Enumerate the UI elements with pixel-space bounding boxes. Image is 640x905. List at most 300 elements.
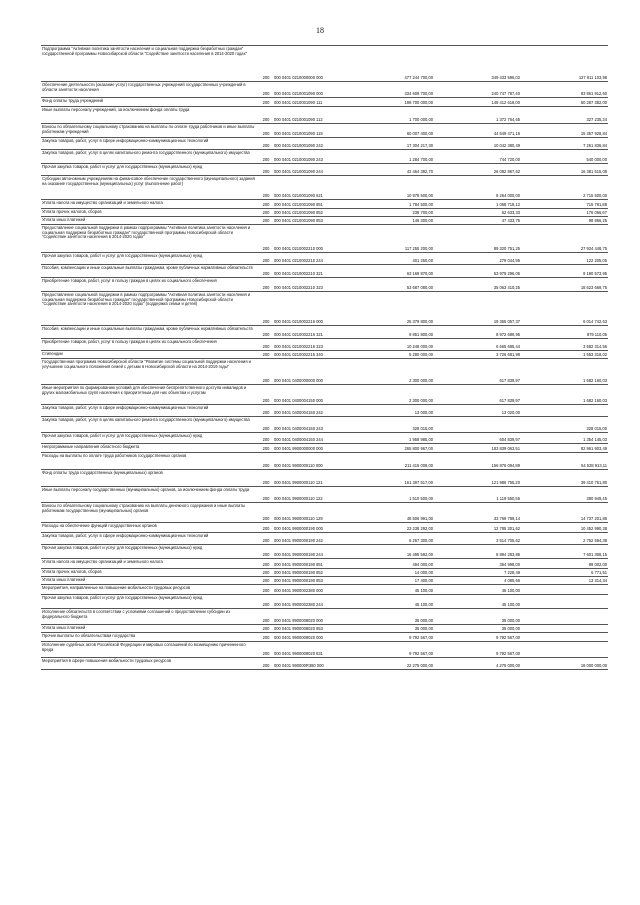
line-code-cell: 200 bbox=[259, 98, 273, 107]
budget-classification-cell: 000 0401 9900008020 853 bbox=[273, 625, 339, 633]
table-row bbox=[41, 351, 608, 359]
line-code-cell: 200 bbox=[259, 453, 273, 470]
line-code-cell: 200 bbox=[259, 533, 273, 545]
table-row bbox=[41, 533, 608, 545]
spacer-cell bbox=[339, 98, 347, 107]
budget-classification-cell: 000 0401 9900000110 122 bbox=[273, 487, 339, 503]
unexecuted-amount-cell: 16 381 515,08 bbox=[521, 164, 608, 176]
approved-amount-cell: 53 687 080,00 bbox=[347, 278, 434, 292]
spacer-cell bbox=[339, 433, 347, 444]
table-row bbox=[41, 595, 608, 609]
expense-name-cell: Прочая закупка товаров, работ и услуг для государственных (муниципальных) нужд bbox=[41, 433, 259, 444]
approved-amount-cell: 211 415 008,00 bbox=[347, 453, 434, 470]
line-code-cell: 200 bbox=[259, 82, 273, 98]
line-code-cell: 200 bbox=[259, 200, 273, 209]
expense-name-cell: Подпрограмма "Активная политика занятости населения и социальная поддержка безработных граждан" государственной программы Новосибирской области "Содействие занятости населения в 2014-2020 годах" bbox=[41, 46, 259, 82]
approved-amount-cell: 334 609 700,00 bbox=[347, 82, 434, 98]
unexecuted-amount-cell bbox=[521, 595, 608, 609]
spacer-cell bbox=[339, 545, 347, 559]
expense-name-cell: Расходы на выплаты по оплате труда работников государственных органов bbox=[41, 453, 259, 470]
expense-name-cell: Предоставление социальной поддержки в рамках подпрограммы "Активная политика занятости населения и социальная поддержка безработных граждан" государственной программы Новосибирской области "Содействие занятости населения в 2014-2020 годах" (поддержка семьи и детей) bbox=[41, 292, 259, 326]
executed-amount-cell: 121 986 755,20 bbox=[434, 470, 521, 487]
spacer-cell bbox=[339, 339, 347, 351]
approved-amount-cell: 401 250,00 bbox=[347, 253, 434, 265]
approved-amount-cell: 1 958 985,00 bbox=[347, 433, 434, 444]
expense-name-cell: Пособия, компенсации и иные социальные выплаты гражданам, кроме публичных нормативных обязательств bbox=[41, 326, 259, 339]
line-code-cell: 200 bbox=[259, 559, 273, 569]
unexecuted-amount-cell bbox=[521, 609, 608, 625]
approved-amount-cell: 35 000,00 bbox=[347, 609, 434, 625]
unexecuted-amount-cell: 82 961 903,49 bbox=[521, 444, 608, 453]
executed-amount-cell: 62 633,33 bbox=[434, 209, 521, 217]
executed-amount-cell: 6 665 685,44 bbox=[434, 339, 521, 351]
budget-classification-cell: 000 0401 9900008020 831 bbox=[273, 642, 339, 658]
line-code-cell: 200 bbox=[259, 405, 273, 417]
unexecuted-amount-cell: 7 601 308,15 bbox=[521, 545, 608, 559]
line-code-cell: 200 bbox=[259, 278, 273, 292]
line-code-cell: 200 bbox=[259, 470, 273, 487]
approved-amount-cell: 2 300 000,00 bbox=[347, 385, 434, 405]
spacer-cell bbox=[339, 292, 347, 326]
expense-name-cell: Закупка товаров, работ, услуг в сфере информационно-коммуникационных технологий bbox=[41, 405, 259, 417]
unexecuted-amount-cell: 18 623 669,75 bbox=[521, 278, 608, 292]
line-code-cell: 200 bbox=[259, 138, 273, 150]
unexecuted-amount-cell: 98 866,25 bbox=[521, 217, 608, 225]
executed-amount-cell: 4 275 000,00 bbox=[434, 658, 521, 670]
spacer-cell bbox=[339, 658, 347, 670]
line-code-cell: 200 bbox=[259, 523, 273, 533]
line-code-cell: 200 bbox=[259, 595, 273, 609]
table-row bbox=[41, 176, 608, 200]
line-code-cell: 200 bbox=[259, 609, 273, 625]
table-row bbox=[41, 609, 608, 625]
unexecuted-amount-cell: 2 752 594,38 bbox=[521, 533, 608, 545]
spacer-cell bbox=[339, 124, 347, 138]
unexecuted-amount-cell: 2 715 500,00 bbox=[521, 176, 608, 200]
executed-amount-cell: 9 792 567,00 bbox=[434, 642, 521, 658]
budget-classification-cell: 000 0401 0210001090 000 bbox=[273, 82, 339, 98]
expense-name-cell: Обеспечение деятельности (оказание услуг) государственных учреждений государственных учреждений в области занятости населения bbox=[41, 82, 259, 98]
expense-name-cell: Закупка товаров, работ, услуг в целях капитального ремонта государственного (муниципального) имущества bbox=[41, 417, 259, 433]
spacer-cell bbox=[339, 209, 347, 217]
budget-classification-cell: 000 0401 9900000190 242 bbox=[273, 533, 339, 545]
line-code-cell: 200 bbox=[259, 150, 273, 164]
line-code-cell: 200 bbox=[259, 225, 273, 253]
executed-amount-cell: 53 979 296,05 bbox=[434, 265, 521, 278]
line-code-cell: 200 bbox=[259, 658, 273, 670]
executed-amount-cell: 279 044,95 bbox=[434, 253, 521, 265]
spacer-cell bbox=[339, 625, 347, 633]
approved-amount-cell: 13 000,00 bbox=[347, 405, 434, 417]
budget-classification-cell: 000 0401 0210002210 321 bbox=[273, 265, 339, 278]
table-row bbox=[41, 470, 608, 487]
table-row bbox=[41, 107, 608, 124]
page-number: 18 bbox=[316, 26, 324, 35]
budget-classification-cell: 000 0401 0210002210 323 bbox=[273, 278, 339, 292]
budget-classification-cell: 000 0401 0400004150 242 bbox=[273, 405, 339, 417]
budget-classification-cell: 000 0401 0210001090 852 bbox=[273, 209, 339, 217]
executed-amount-cell: 604 839,97 bbox=[434, 433, 521, 444]
approved-amount-cell: 2 300 000,00 bbox=[347, 359, 434, 385]
approved-amount-cell: 48 506 991,00 bbox=[347, 503, 434, 523]
table-row bbox=[41, 545, 608, 559]
line-code-cell: 200 bbox=[259, 642, 273, 658]
table-row bbox=[41, 523, 608, 533]
executed-amount-cell: 19 365 057,37 bbox=[434, 292, 521, 326]
approved-amount-cell: 9 792 567,00 bbox=[347, 633, 434, 642]
expense-name-cell: Субсидии автономным учреждениям на финансовое обеспечение государственного (муниципального) задания на оказание государственных (муниципальных) услуг (выполнение работ) bbox=[41, 176, 259, 200]
expense-name-cell: Исполнение судебных актов Российской Федерации и мировых соглашений по возмещению причиненного вреда bbox=[41, 642, 259, 658]
budget-classification-cell: 000 0401 0210002210 244 bbox=[273, 253, 339, 265]
table-row bbox=[41, 339, 608, 351]
unexecuted-amount-cell: 879 110,05 bbox=[521, 326, 608, 339]
unexecuted-amount-cell: 50 287 382,00 bbox=[521, 98, 608, 107]
expense-name-cell: Непрограммные направления областного бюджета bbox=[41, 444, 259, 453]
executed-amount-cell: 89 320 751,25 bbox=[434, 225, 521, 253]
table-row bbox=[41, 46, 608, 82]
line-code-cell: 200 bbox=[259, 487, 273, 503]
unexecuted-amount-cell: 14 737 201,86 bbox=[521, 503, 608, 523]
spacer-cell bbox=[339, 351, 347, 359]
approved-amount-cell: 477 244 700,00 bbox=[347, 46, 434, 82]
approved-amount-cell: 23 238 292,00 bbox=[347, 523, 434, 533]
budget-classification-cell: 000 0401 0210000000 000 bbox=[273, 46, 339, 82]
unexecuted-amount-cell: 122 205,05 bbox=[521, 253, 608, 265]
line-code-cell: 200 bbox=[259, 625, 273, 633]
spacer-cell bbox=[339, 200, 347, 209]
expense-name-cell: Приобретение товаров, работ, услуг в пользу граждан в целях их социального обеспечения bbox=[41, 278, 259, 292]
table-row bbox=[41, 265, 608, 278]
table-row bbox=[41, 150, 608, 164]
expense-name-cell: Взносы по обязательному социальному страхованию на выплаты по оплате труда работников и иные выплаты работникам учреждений bbox=[41, 124, 259, 138]
executed-amount-cell: 8 264 000,00 bbox=[434, 176, 521, 200]
approved-amount-cell: 6 267 300,00 bbox=[347, 533, 434, 545]
table-row bbox=[41, 487, 608, 503]
unexecuted-amount-cell: 27 934 448,75 bbox=[521, 225, 608, 253]
expense-name-cell: Закупка товаров, работ, услуг в сфере информационно-коммуникационных технологий bbox=[41, 138, 259, 150]
spacer-cell bbox=[339, 278, 347, 292]
spacer-cell bbox=[339, 609, 347, 625]
unexecuted-amount-cell: 328 015,00 bbox=[521, 417, 608, 433]
expense-name-cell: Уплата налога на имущество организаций и земельного налога bbox=[41, 559, 259, 569]
budget-classification-cell: 000 0401 0210001090 853 bbox=[273, 217, 339, 225]
approved-amount-cell: 146 300,00 bbox=[347, 217, 434, 225]
budget-classification-cell: 000 0401 0210001090 243 bbox=[273, 150, 339, 164]
approved-amount-cell: 10 248 000,00 bbox=[347, 339, 434, 351]
approved-amount-cell: 22 275 000,00 bbox=[347, 658, 434, 670]
expense-name-cell: Государственная программа Новосибирской области "Развитие системы социальной поддержки населения и улучшение социального положения семей с детьми в Новосибирской области на 2014-2019 годы" bbox=[41, 359, 259, 385]
approved-amount-cell: 9 792 567,00 bbox=[347, 642, 434, 658]
spacer-cell bbox=[339, 569, 347, 577]
table-row bbox=[41, 326, 608, 339]
expense-name-cell: Закупка товаров, работ, услуг в целях капитального ремонта государственного (муниципального) имущества bbox=[41, 150, 259, 164]
expense-name-cell: Предоставление социальной поддержки в рамках подпрограммы "Активная политика занятости населения и социальная поддержка безработных граждан" государственной программы Новосибирской области "Содействие занятости населения в 2014-2020 годах" bbox=[41, 225, 259, 253]
approved-amount-cell: 60 007 400,00 bbox=[347, 124, 434, 138]
executed-amount-cell: 744 720,00 bbox=[434, 150, 521, 164]
unexecuted-amount-cell: 18 000 000,00 bbox=[521, 658, 608, 670]
spacer-cell bbox=[339, 265, 347, 278]
approved-amount-cell: 10 978 500,00 bbox=[347, 176, 434, 200]
line-code-cell: 200 bbox=[259, 577, 273, 585]
executed-amount-cell: 45 100,00 bbox=[434, 595, 521, 609]
budget-classification-cell: 000 0401 0210001090 242 bbox=[273, 138, 339, 150]
executed-amount-cell: 4 085,66 bbox=[434, 577, 521, 585]
budget-classification-cell: 000 0401 0210001090 621 bbox=[273, 176, 339, 200]
spacer-cell bbox=[339, 405, 347, 417]
budget-classification-cell: 000 0401 9900000110 129 bbox=[273, 503, 339, 523]
table-row bbox=[41, 164, 608, 176]
table-row bbox=[41, 585, 608, 595]
expense-name-cell: Приобретение товаров, работ, услуг в пользу граждан в целях их социального обеспечения bbox=[41, 339, 259, 351]
budget-classification-cell: 000 0401 0210001090 112 bbox=[273, 107, 339, 124]
budget-classification-cell: 000 0401 9900008020 000 bbox=[273, 633, 339, 642]
spacer-cell bbox=[339, 46, 347, 82]
table-row bbox=[41, 559, 608, 569]
spacer-cell bbox=[339, 503, 347, 523]
expense-name-cell: Мероприятия в сфере повышения мобильности трудовых ресурсов bbox=[41, 658, 259, 670]
line-code-cell: 200 bbox=[259, 164, 273, 176]
expense-name-cell: Иные мероприятия по формированию условий для обеспечения беспрепятственного доступа инвалидов и других маломобильных групп населения к приоритетным для них объектам и услугам bbox=[41, 385, 259, 405]
approved-amount-cell: 9 851 800,00 bbox=[347, 326, 434, 339]
table-row bbox=[41, 642, 608, 658]
executed-amount-cell: 8 894 283,85 bbox=[434, 545, 521, 559]
table-row bbox=[41, 209, 608, 217]
table-row bbox=[41, 359, 608, 385]
executed-amount-cell: 3 514 705,62 bbox=[434, 533, 521, 545]
budget-classification-cell: 000 0401 9900000190 244 bbox=[273, 545, 339, 559]
executed-amount-cell: 1 068 718,12 bbox=[434, 200, 521, 209]
budget-classification-cell: 000 0401 0400004150 244 bbox=[273, 433, 339, 444]
expense-name-cell: Прочая закупка товаров, работ и услуг для государственных (муниципальных) нужд bbox=[41, 595, 259, 609]
line-code-cell: 200 bbox=[259, 444, 273, 453]
executed-amount-cell: 9 792 567,00 bbox=[434, 633, 521, 642]
executed-amount-cell bbox=[434, 417, 521, 433]
unexecuted-amount-cell bbox=[521, 642, 608, 658]
table-row bbox=[41, 200, 608, 209]
executed-amount-cell: 45 100,00 bbox=[434, 585, 521, 595]
table-row bbox=[41, 503, 608, 523]
expense-name-cell: Стипендии bbox=[41, 351, 259, 359]
table-row bbox=[41, 225, 608, 253]
spacer-cell bbox=[339, 453, 347, 470]
spacer-cell bbox=[339, 585, 347, 595]
approved-amount-cell: 25 379 800,00 bbox=[347, 292, 434, 326]
approved-amount-cell: 35 000,00 bbox=[347, 625, 434, 633]
table-row bbox=[41, 292, 608, 326]
unexecuted-amount-cell: 6 014 742,63 bbox=[521, 292, 608, 326]
unexecuted-amount-cell: 93 861 912,60 bbox=[521, 82, 608, 98]
approved-amount-cell: 494 000,00 bbox=[347, 559, 434, 569]
budget-classification-cell: 000 0401 0400004150 000 bbox=[273, 385, 339, 405]
executed-amount-cell: 13 020,00 bbox=[434, 405, 521, 417]
budget-classification-cell: 000 0401 0210001090 111 bbox=[273, 98, 339, 107]
spacer-cell bbox=[339, 82, 347, 98]
expense-name-cell: Уплата прочих налогов, сборов bbox=[41, 569, 259, 577]
executed-amount-cell: 35 063 410,25 bbox=[434, 278, 521, 292]
unexecuted-amount-cell: 15 357 928,84 bbox=[521, 124, 608, 138]
budget-classification-cell: 000 0401 0210001090 244 bbox=[273, 164, 339, 176]
spacer-cell bbox=[339, 176, 347, 200]
expense-name-cell: Прочие выплаты по обязательствам государства bbox=[41, 633, 259, 642]
unexecuted-amount-cell: 540 000,00 bbox=[521, 150, 608, 164]
expense-name-cell: Иные выплаты персоналу государственных (муниципальных) органов, за исключением фонда оплаты труда bbox=[41, 487, 259, 503]
budget-classification-cell: 000 0401 0210002216 000 bbox=[273, 292, 339, 326]
approved-amount-cell: 14 000,00 bbox=[347, 569, 434, 577]
approved-amount-cell: 17 400,00 bbox=[347, 577, 434, 585]
line-code-cell: 200 bbox=[259, 359, 273, 385]
line-code-cell: 200 bbox=[259, 292, 273, 326]
approved-amount-cell: 198 700 000,00 bbox=[347, 98, 434, 107]
executed-amount-cell: 7 228,49 bbox=[434, 569, 521, 577]
unexecuted-amount-cell: 1 682 160,03 bbox=[521, 359, 608, 385]
approved-amount-cell: 265 800 967,00 bbox=[347, 444, 434, 453]
expense-name-cell: Уплата иных платежей bbox=[41, 577, 259, 585]
line-code-cell: 200 bbox=[259, 326, 273, 339]
executed-amount-cell: 1 372 764,65 bbox=[434, 107, 521, 124]
spacer-cell bbox=[339, 326, 347, 339]
spacer-cell bbox=[339, 225, 347, 253]
table-row bbox=[41, 633, 608, 642]
budget-classification-cell: 000 0401 9900000190 852 bbox=[273, 569, 339, 577]
table-row bbox=[41, 658, 608, 670]
spacer-cell bbox=[339, 444, 347, 453]
approved-amount-cell: 161 397 517,00 bbox=[347, 470, 434, 487]
approved-amount-cell: 45 100,00 bbox=[347, 585, 434, 595]
table-row bbox=[41, 124, 608, 138]
executed-amount-cell: 183 839 063,51 bbox=[434, 444, 521, 453]
table-row bbox=[41, 138, 608, 150]
expense-name-cell: Фонд оплаты труда государственных (муниципальных) органов bbox=[41, 470, 259, 487]
unexecuted-amount-cell: 176 066,67 bbox=[521, 209, 608, 217]
approved-amount-cell: 16 495 592,00 bbox=[347, 545, 434, 559]
spacer-cell bbox=[339, 217, 347, 225]
expense-name-cell: Прочая закупка товаров, работ и услуг для государственных (муниципальных) нужд bbox=[41, 545, 259, 559]
spacer-cell bbox=[339, 107, 347, 124]
executed-amount-cell: 148 412 618,00 bbox=[434, 98, 521, 107]
spacer-cell bbox=[339, 150, 347, 164]
line-code-cell: 200 bbox=[259, 417, 273, 433]
unexecuted-amount-cell: 390 949,45 bbox=[521, 487, 608, 503]
budget-classification-cell: 000 0401 9900002380 000 bbox=[273, 585, 339, 595]
expense-name-cell: Уплата иных платежей bbox=[41, 217, 259, 225]
expense-name-cell: Пособия, компенсации и иные социальные выплаты гражданам, кроме публичных нормативных обязательств bbox=[41, 265, 259, 278]
budget-classification-cell: 000 0401 9900000190 000 bbox=[273, 523, 339, 533]
unexecuted-amount-cell: 1 682 160,03 bbox=[521, 385, 608, 405]
table-row bbox=[41, 453, 608, 470]
executed-amount-cell: 1 119 550,55 bbox=[434, 487, 521, 503]
executed-amount-cell: 349 433 596,02 bbox=[434, 46, 521, 82]
approved-amount-cell: 1 784 500,00 bbox=[347, 200, 434, 209]
table-row bbox=[41, 444, 608, 453]
executed-amount-cell: 26 082 867,62 bbox=[434, 164, 521, 176]
unexecuted-amount-cell: 3 582 314,56 bbox=[521, 339, 608, 351]
budget-classification-cell: 000 0401 9900002380 244 bbox=[273, 595, 339, 609]
spacer-cell bbox=[339, 470, 347, 487]
line-code-cell: 200 bbox=[259, 569, 273, 577]
table-row bbox=[41, 82, 608, 98]
expense-name-cell: Уплата иных платежей bbox=[41, 625, 259, 633]
budget-classification-cell: 000 0401 0400000000 000 bbox=[273, 359, 339, 385]
spacer-cell bbox=[339, 523, 347, 533]
budget-classification-cell: 000 0401 9900000110 121 bbox=[273, 470, 339, 487]
line-code-cell: 200 bbox=[259, 503, 273, 523]
expense-name-cell: Фонд оплаты труда учреждений bbox=[41, 98, 259, 107]
unexecuted-amount-cell: 127 811 103,98 bbox=[521, 46, 608, 82]
spacer-cell bbox=[339, 559, 347, 569]
expense-name-cell: Уплата налога на имущество организаций и земельного налога bbox=[41, 200, 259, 209]
spacer-cell bbox=[339, 253, 347, 265]
table-row bbox=[41, 417, 608, 433]
approved-amount-cell: 1 700 000,00 bbox=[347, 107, 434, 124]
budget-classification-cell: 000 0401 9900000110 000 bbox=[273, 453, 339, 470]
spacer-cell bbox=[339, 633, 347, 642]
expense-name-cell: Расходы на обеспечение функций государственных органов bbox=[41, 523, 259, 533]
unexecuted-amount-cell: 1 553 318,02 bbox=[521, 351, 608, 359]
spacer-cell bbox=[339, 359, 347, 385]
spacer-cell bbox=[339, 487, 347, 503]
table-row bbox=[41, 253, 608, 265]
budget-classification-cell: 000 0401 9900000000 000 bbox=[273, 444, 339, 453]
budget-classification-cell: 000 0401 0210001090 851 bbox=[273, 200, 339, 209]
unexecuted-amount-cell: 13 314,34 bbox=[521, 577, 608, 585]
executed-amount-cell: 10 042 380,49 bbox=[434, 138, 521, 150]
approved-amount-cell: 42 464 382,70 bbox=[347, 164, 434, 176]
spacer-cell bbox=[339, 577, 347, 585]
unexecuted-amount-cell: 7 261 836,84 bbox=[521, 138, 608, 150]
executed-amount-cell: 8 972 689,95 bbox=[434, 326, 521, 339]
approved-amount-cell: 63 169 870,00 bbox=[347, 265, 434, 278]
unexecuted-amount-cell bbox=[521, 633, 608, 642]
line-code-cell: 200 bbox=[259, 253, 273, 265]
executed-amount-cell: 33 769 789,14 bbox=[434, 503, 521, 523]
executed-amount-cell: 35 000,00 bbox=[434, 609, 521, 625]
budget-classification-cell: 000 0401 0210002216 340 bbox=[273, 351, 339, 359]
unexecuted-amount-cell bbox=[521, 625, 608, 633]
unexecuted-amount-cell: 715 781,88 bbox=[521, 200, 608, 209]
line-code-cell: 200 bbox=[259, 633, 273, 642]
line-code-cell: 200 bbox=[259, 124, 273, 138]
executed-amount-cell: 617 839,97 bbox=[434, 385, 521, 405]
expense-name-cell: Взносы по обязательному социальному страхованию на выплаты денежного содержания и иные выплаты работникам государственных (муниципальных) органов bbox=[41, 503, 259, 523]
executed-amount-cell: 3 726 681,98 bbox=[434, 351, 521, 359]
approved-amount-cell: 17 304 217,30 bbox=[347, 138, 434, 150]
table-row bbox=[41, 433, 608, 444]
approved-amount-cell: 5 280 000,00 bbox=[347, 351, 434, 359]
line-code-cell: 200 bbox=[259, 107, 273, 124]
line-code-cell: 200 bbox=[259, 176, 273, 200]
approved-amount-cell: 45 100,00 bbox=[347, 595, 434, 609]
unexecuted-amount-cell bbox=[521, 585, 608, 595]
executed-amount-cell: 47 433,75 bbox=[434, 217, 521, 225]
line-code-cell: 200 bbox=[259, 545, 273, 559]
table-row bbox=[41, 278, 608, 292]
budget-classification-cell: 000 0401 990000R380 000 bbox=[273, 658, 339, 670]
approved-amount-cell: 1 510 500,00 bbox=[347, 487, 434, 503]
spacer-cell bbox=[339, 642, 347, 658]
unexecuted-amount-cell: 6 771,51 bbox=[521, 569, 608, 577]
budget-classification-cell: 000 0401 0210001090 119 bbox=[273, 124, 339, 138]
line-code-cell: 200 bbox=[259, 46, 273, 82]
line-code-cell: 200 bbox=[259, 217, 273, 225]
table-row bbox=[41, 625, 608, 633]
line-code-cell: 200 bbox=[259, 265, 273, 278]
table-row bbox=[41, 98, 608, 107]
spacer-cell bbox=[339, 138, 347, 150]
budget-classification-cell: 000 0401 0400004150 243 bbox=[273, 417, 339, 433]
expense-name-cell: Мероприятия, направленные на повышение мобильности трудовых ресурсов bbox=[41, 585, 259, 595]
table-row bbox=[41, 217, 608, 225]
budget-classification-cell: 000 0401 0210002210 000 bbox=[273, 225, 339, 253]
